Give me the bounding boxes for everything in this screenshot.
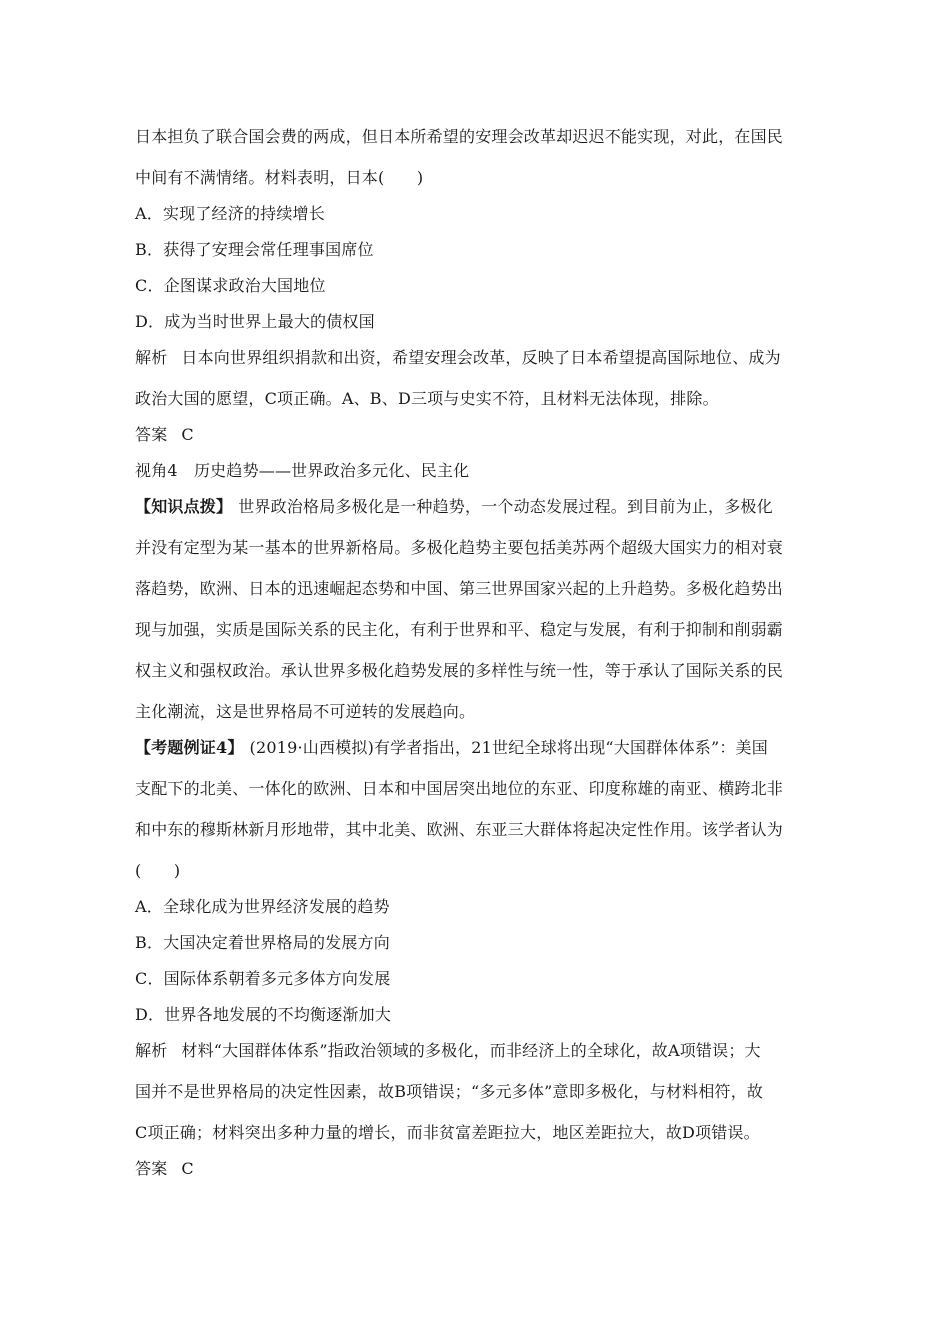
option-b: B．大国决定着世界格局的发展方向 [135,933,390,952]
analysis-text: 日本向世界组织捐款和出资，希望安理会改革，反映了日本希望提高国际地位、成为 [181,348,781,367]
analysis-label: 解析 [135,348,168,367]
answer-line [135,425,825,445]
answer-line [135,1159,825,1179]
option-c: C．国际体系朝着多元多体方向发展 [135,969,391,988]
knowledge-line [135,497,825,517]
answer-label: 答案 [135,1159,168,1178]
answer-label: 答案 [135,425,168,444]
example-line: 和中东的穆斯林新月形地带，其中北美、欧洲、东亚三大群体将起决定性作用。该学者认为 [135,820,784,839]
example-line [135,738,825,758]
analysis-line: 政治大国的愿望，C项正确。A、B、D三项与史实不符，且材料无法体现，排除。 [135,389,719,408]
analysis-line: 国并不是世界格局的决定性因素，故B项错误；“多元多体”意即多极化，与材料相符，故 [135,1082,764,1101]
analysis-line: C项正确；材料突出多种力量的增长，而非贫富差距拉大，地区差距拉大，故D项错误。 [135,1123,760,1142]
knowledge-line: 主化潮流，这是世界格局不可逆转的发展趋向。 [135,702,476,721]
knowledge-line: 落趋势，欧洲、日本的迅速崛起态势和中国、第三世界国家兴起的上升趋势。多极化趋势出 [135,579,784,598]
question-text-line: 中间有不满情绪。材料表明，日本( ) [135,168,424,187]
answer-value: C [181,425,194,444]
example-line: ( ) [135,861,181,880]
option-c: C．企图谋求政治大国地位 [135,276,326,295]
answer-value: C [181,1159,194,1178]
option-a: A．全球化成为世界经济发展的趋势 [135,897,390,916]
option-d: D．成为当时世界上最大的债权国 [135,312,375,331]
knowledge-text: 世界政治格局多极化是一种趋势，一个动态发展过程。到目前为止，多极化 [238,497,773,516]
analysis-line [135,348,825,368]
option-d: D．世界各地发展的不均衡逐渐加大 [135,1005,392,1024]
section-heading: 视角4 历史趋势——世界政治多元化、民主化 [135,461,470,480]
analysis-label: 解析 [135,1041,168,1060]
option-a: A．实现了经济的持续增长 [135,204,325,223]
knowledge-line: 现与加强，实质是国际关系的民主化，有利于世界和平、稳定与发展，有利于抑制和削弱霸 [135,620,784,639]
option-b: B．获得了安理会常任理事国席位 [135,240,374,259]
knowledge-line: 权主义和强权政治。承认世界多极化趋势发展的多样性与统一性，等于承认了国际关系的民 [135,661,784,680]
knowledge-line: 并没有定型为某一基本的世界新格局。多极化趋势主要包括美苏两个超级大国实力的相对衰 [135,538,784,557]
example-label: 【考题例证4】 [135,738,244,757]
question-text-line: 日本担负了联合国会费的两成，但日本所希望的安理会改革却迟迟不能实现，对此，在国民 [135,127,784,146]
example-line: 支配下的北美、一体化的欧洲、日本和中国居突出地位的东亚、印度称雄的南亚、横跨北非 [135,779,784,798]
analysis-line [135,1041,825,1061]
knowledge-label: 【知识点拨】 [135,497,233,516]
analysis-text: 材料“大国群体体系”指政治领域的多极化，而非经济上的全球化，故A项错误；大 [181,1041,761,1060]
example-text: (2019·山西模拟)有学者指出，21世纪全球将出现“大国群体体系”：美国 [249,738,768,757]
